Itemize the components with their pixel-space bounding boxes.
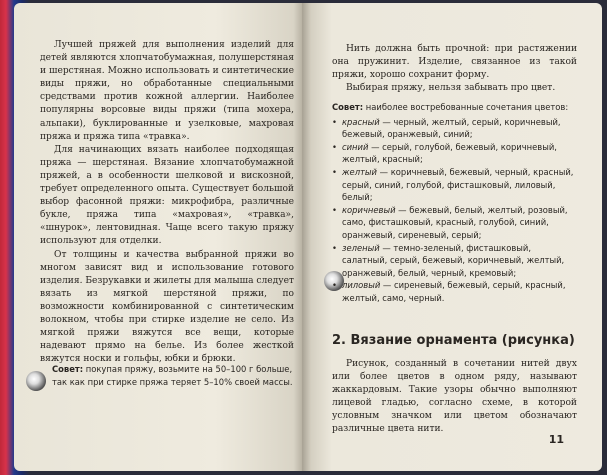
tip-label: Совет: (332, 102, 364, 112)
paragraph: От толщины и качества выбранной пряжи во многом зависят вид и использование готового изделия. Безрукавки и жилеты для малыша следует вязать из мягкой шерстяной пряжи, по возможности комбинированной с синтетическим волокном, чтобы при стирке изделие не село. Из мягкой пряжи вяжутся все вещи, которые надевают прямо на белье. Из более жесткой вяжутся носки и гольфы, юбки и брюки. (40, 249, 295, 365)
list-item (332, 166, 577, 204)
right-page-text (332, 43, 577, 95)
color-tip-box (332, 101, 577, 305)
tip-intro-text: наиболее востребованные сочетания цветов: (365, 102, 569, 112)
combo-color: лиловый (342, 280, 381, 291)
combo-text: — коричневый, бежевый, черный, красный, серый, синий, голубой, фисташковый, лиловый, белый; (342, 166, 574, 203)
combo-color: коричневый (342, 204, 396, 215)
combo-text: — серый, голубой, бежевый, коричневый, желтый, красный; (342, 141, 557, 165)
tip-body: покупая пряжу, возьмите на 50–100 г больше, так как при стирке пряжа теряет 5–10% своей массы. (52, 364, 293, 387)
paragraph: Лучшей пряжей для выполнения изделий для детей являются хлопчатобумажная, полушерстяная и шерстяная. Можно использовать и синтетические виды пряжи, но обработанные специальными средствами против кожной аллергии. Наиболее популярны ворсовые виды пряжи (типа мохера, альпаки), буклированные и узелковые, махровая пряжа и пряжа типа «травка». (40, 40, 294, 142)
list-item (332, 204, 577, 242)
section-body (332, 358, 577, 437)
right-page (302, 3, 602, 471)
left-page (14, 3, 302, 471)
section-heading: 2. Вязание орнамента (рисунка) (332, 333, 575, 348)
combo-color: желтый (342, 166, 377, 177)
paragraph: Выбирая пряжу, нельзя забывать про цвет. (346, 83, 556, 94)
color-combo-list (332, 116, 577, 305)
combo-text: — черный, желтый, серый, коричневый, бежевый, оранжевый, синий; (342, 116, 561, 140)
combo-color: синий (342, 141, 369, 152)
combo-color: зеленый (342, 242, 380, 253)
page-number: 11 (548, 433, 564, 446)
list-item (332, 279, 577, 304)
combo-text: — бежевый, белый, желтый, розовый, само, фисташковый, красный, голубой, синий, оранжевый, сиреневый, серый; (342, 204, 568, 240)
combo-text: — сиреневый, бежевый, серый, красный, желтый, само, черный. (342, 280, 566, 303)
tip-label: Совет: (52, 364, 84, 374)
list-item (332, 242, 577, 280)
left-page-text (40, 39, 294, 366)
combo-text: — темно-зеленый, фисташковый, салатный, серый, бежевый, коричневый, желтый, оранжевый, белый, черный, кремовый; (342, 242, 565, 278)
combo-color: красный (342, 116, 380, 127)
list-item (332, 116, 577, 141)
tip-box (52, 363, 294, 388)
yarn-ball-icon (26, 371, 46, 391)
paragraph: Для начинающих вязать наиболее подходящая пряжа — шерстяная. Вязание хлопчатобумажной пряжей, а в особенности шелковой и вискозной, требует определенного опыта. Существует большой выбор фасонной пряжи: микрофибра, различные букле, пряжа типа «махровая», «травка», «шнурок», лентовидная. Чаще всего такую пряжу используют для отделки. (40, 144, 294, 247)
paragraph: Рисунок, созданный в сочетании нитей двух или более цветов в одном ряду, называют жаккардовым. Такие узоры обычно выполняют лицевой гладью, согласно схеме, в которой условным значком или цветом обозначают различные цвета нити. (332, 359, 577, 435)
tip-text (52, 363, 294, 388)
paragraph: Нить должна быть прочной: при растяжении она пружинит. Изделие, связанное из такой пряжи, хорошо сохранит форму. (332, 44, 577, 81)
list-item (332, 141, 577, 166)
tip-intro (332, 101, 577, 114)
